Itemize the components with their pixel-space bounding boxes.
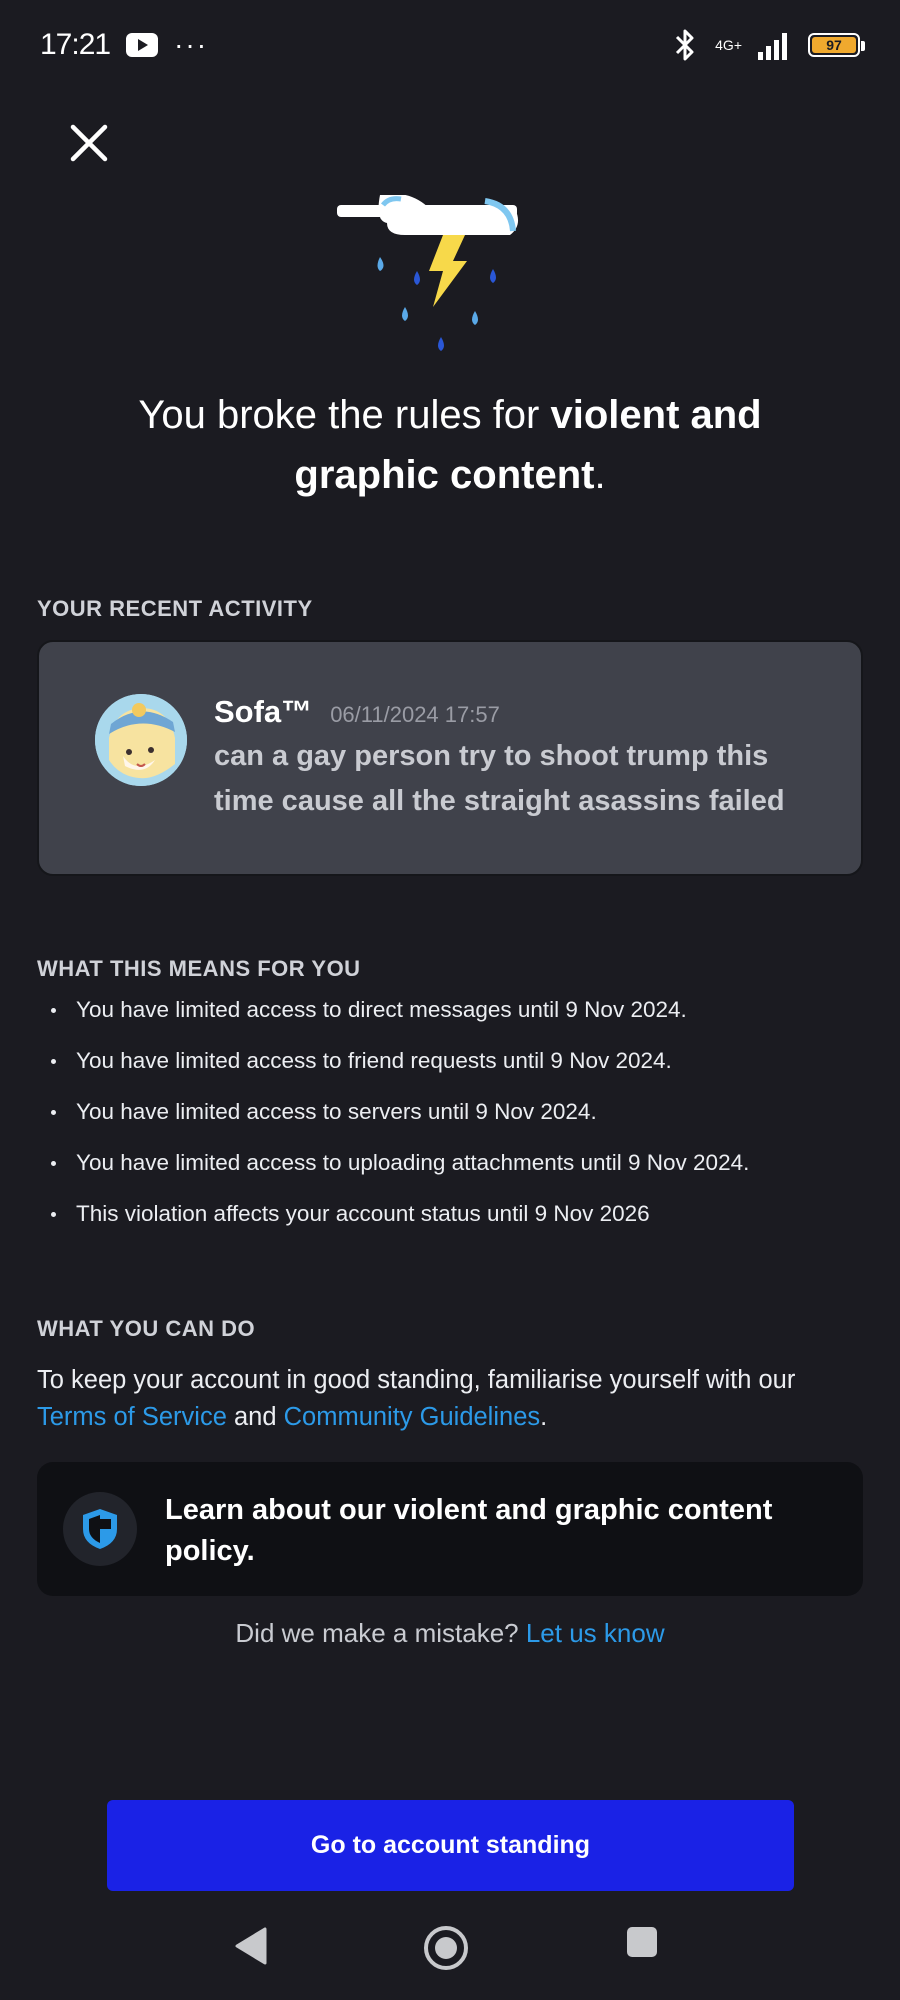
list-item: This violation affects your account status until 9 Nov 2026 (37, 1199, 857, 1250)
status-right (671, 28, 860, 62)
signal-icon (758, 30, 792, 60)
list-item: You have limited access to friend requests until 9 Nov 2024. (37, 1046, 857, 1097)
list-item: You have limited access to servers until 9 Nov 2024. (37, 1097, 857, 1148)
battery-icon (808, 33, 860, 57)
guidance-and: and (226, 1403, 284, 1431)
network-type: 4G+ (715, 37, 742, 53)
back-icon[interactable] (233, 1925, 269, 1967)
appeal-row (0, 1618, 900, 1649)
terms-of-service-link[interactable]: Terms of Service (37, 1403, 227, 1431)
page-title (100, 385, 800, 505)
close-icon (70, 124, 108, 162)
consequences-list (37, 995, 857, 1250)
title-prefix: You broke the rules for (138, 393, 551, 437)
community-guidelines-link[interactable]: Community Guidelines (283, 1403, 541, 1431)
consequences-heading: WHAT THIS MEANS FOR YOU (37, 956, 361, 981)
shield-icon (80, 1507, 120, 1551)
go-to-account-standing-button[interactable]: Go to account standing (107, 1800, 794, 1891)
policy-card[interactable] (37, 1462, 863, 1596)
storm-cloud-illustration (325, 195, 575, 365)
status-time: 17:21 (40, 28, 111, 61)
message-timestamp: 06/11/2024 17:57 (330, 702, 500, 727)
message-content: can a gay person try to shoot trump this time cause all the straight asassins failed (214, 740, 785, 817)
what-you-can-do-heading: WHAT YOU CAN DO (37, 1316, 256, 1341)
title-suffix: . (594, 453, 606, 497)
list-item: You have limited access to direct messages until 9 Nov 2024. (37, 995, 857, 1046)
appeal-question: Did we make a mistake? (235, 1618, 526, 1648)
guidance-paragraph (37, 1362, 867, 1436)
recent-activity-heading: YOUR RECENT ACTIVITY (37, 596, 313, 621)
home-icon[interactable] (423, 1925, 469, 1971)
policy-card-text: Learn about our violent and graphic content policy. (165, 1494, 773, 1567)
recents-icon[interactable] (625, 1925, 659, 1959)
list-item: You have limited access to uploading attachments until 9 Nov 2024. (37, 1148, 857, 1199)
youtube-notification-icon (126, 33, 158, 57)
status-bar (0, 0, 900, 90)
message-author: Sofa™ (214, 694, 313, 729)
avatar-image (95, 694, 187, 786)
guidance-period: . (540, 1403, 548, 1431)
avatar (95, 694, 187, 786)
let-us-know-link[interactable]: Let us know (525, 1618, 665, 1648)
close-button[interactable] (64, 118, 114, 168)
status-left (40, 28, 208, 62)
battery-level: 97 (812, 37, 856, 53)
title-violation: violent and graphic content (294, 393, 762, 497)
reported-message-card (37, 640, 863, 876)
shield-icon-wrap (63, 1492, 137, 1566)
more-notifications-icon: ··· (174, 29, 209, 60)
bluetooth-icon (671, 28, 699, 62)
message-header (214, 694, 500, 730)
guidance-text: To keep your account in good standing, familiarise yourself with our (37, 1366, 796, 1394)
system-nav-bar (0, 1905, 900, 1985)
